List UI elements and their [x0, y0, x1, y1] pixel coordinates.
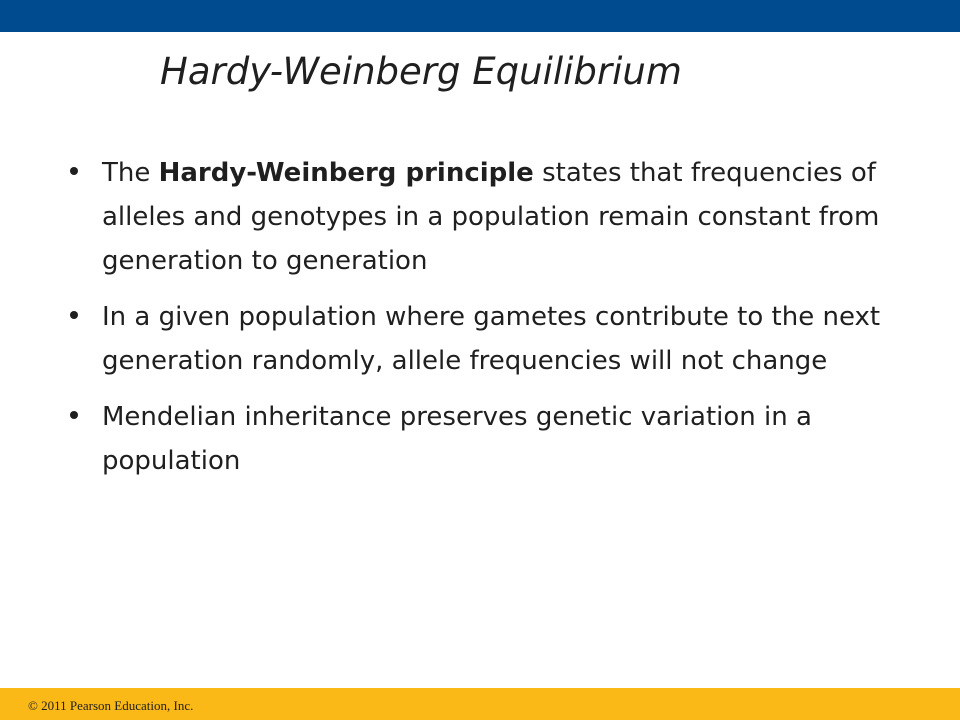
top-accent-bar	[0, 0, 960, 32]
bullet-marker	[70, 167, 78, 175]
bullet-text: Mendelian inheritance preserves genetic variation in a population	[102, 402, 812, 476]
bullet-item	[60, 151, 920, 283]
bullet-text: The Hardy-Weinberg principle states that frequencies of alleles and genotypes in a population remain constant from generation to generation	[102, 158, 880, 276]
bullet-list	[60, 151, 920, 495]
bullet-marker	[70, 311, 78, 319]
bullet-text: In a given population where gametes contribute to the next generation randomly, allele frequencies will not change	[102, 302, 881, 376]
bullet-emphasis: Hardy-Weinberg principle	[158, 158, 534, 188]
bullet-item	[60, 395, 920, 483]
copyright-notice: © 2011 Pearson Education, Inc.	[28, 698, 194, 713]
bullet-marker	[70, 411, 78, 419]
slide-title: Hardy-Weinberg Equilibrium	[160, 50, 682, 93]
bullet-item	[60, 295, 920, 383]
